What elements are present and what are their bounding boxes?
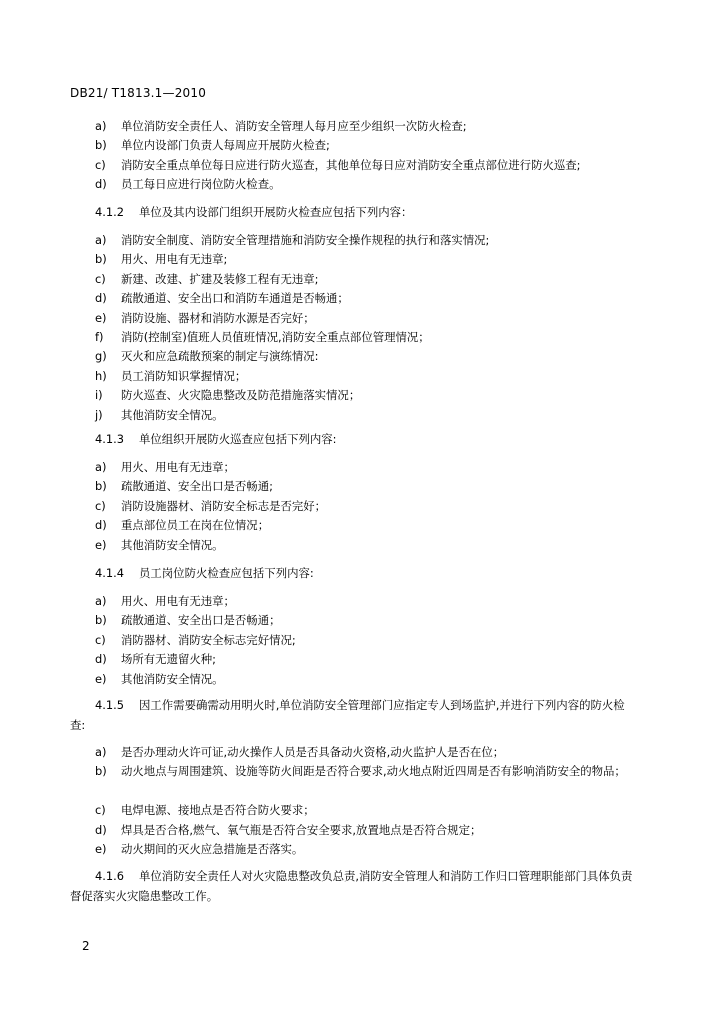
list-item-text: 用火、用电有无违章; [121, 252, 228, 267]
list-item-text: 场所有无遗留火种; [121, 652, 216, 667]
list-item [0, 367, 724, 386]
list-marker: d) [95, 652, 107, 667]
list-marker: a) [95, 745, 107, 759]
list-item [0, 516, 724, 535]
list-item-text: 消防安全重点单位每日应进行防火巡查，其他单位每日应对消防安全重点部位进行防火巡查; [121, 157, 581, 172]
clause-number: 4.1.2 [95, 205, 124, 219]
list-marker: e) [95, 841, 107, 856]
list-item-text: 消防器材、消防安全标志完好情况; [121, 632, 296, 647]
list-marker: c) [95, 498, 106, 513]
list-item [0, 386, 724, 405]
list-item-text: 其他消防安全情况。 [121, 407, 224, 422]
list-item [0, 250, 724, 269]
list-item [0, 406, 724, 425]
list-item-text: 重点部位员工在岗在位情况； [121, 518, 270, 533]
list-item-text: 焊具是否合格,燃气、氧气瓶是否符合安全要求,放置地点是否符合规定； [121, 822, 482, 837]
page-number: 2 [82, 939, 90, 953]
list-marker: a) [95, 460, 107, 474]
list-item [0, 117, 724, 136]
list-item [0, 497, 724, 516]
list-marker: h) [95, 368, 107, 383]
list-marker: d) [95, 822, 107, 837]
list-item-text: 是否办理动火许可证,动火操作人员是否具备动火资格,动火监护人是否在位； [121, 745, 505, 759]
list-item [0, 309, 724, 328]
clause-4-1-3 [95, 430, 336, 449]
list-item [0, 801, 724, 820]
list-marker: j) [95, 407, 103, 422]
list-marker: c) [95, 803, 106, 818]
list-item [0, 611, 724, 630]
list-item [0, 631, 724, 650]
list-item-text: 用火、用电有无违章； [121, 460, 235, 474]
list-item [0, 136, 724, 155]
list-marker: b) [95, 764, 107, 779]
list-item-text: 消防设施、器材和消防水源是否完好； [121, 310, 315, 325]
list-marker: g) [95, 349, 107, 364]
list-marker: c) [95, 271, 106, 286]
list-marker: d) [95, 177, 107, 192]
list-item [0, 477, 724, 496]
clause-text: 单位消防安全责任人对火灾隐患整改负总责,消防安全管理人和消防工作归口管理职能部门具体负责督促落实火灾隐患整改工作。 [70, 869, 633, 903]
clause-4-1-5 [70, 695, 636, 735]
clause-text: 单位组织开展防火巡查应包括下列内容: [139, 432, 337, 446]
list-item [0, 347, 724, 366]
list-item-text: 疏散通道、安全出口是否畅通; [121, 479, 273, 494]
list-item-text: 疏散通道、安全出口是否畅通； [121, 613, 281, 628]
list-item [0, 156, 724, 175]
list-marker: i) [95, 388, 103, 403]
list-item [0, 536, 724, 555]
list-item-text: 消防安全制度、消防安全管理措施和消防安全操作规程的执行和落实情况; [121, 233, 490, 247]
list-marker: b) [95, 138, 107, 153]
list-marker: e) [95, 671, 107, 686]
post-inspection-list [0, 592, 724, 689]
list-item [0, 821, 724, 840]
list-item [0, 270, 724, 289]
list-item-text: 其他消防安全情况。 [121, 671, 224, 686]
list-marker: b) [95, 613, 107, 628]
list-item-text: 动火地点与周围建筑、设施等防火间距是否符合要求,动火地点附近四周是否有影响消防安全的物品； [121, 764, 626, 779]
list-marker: d) [95, 518, 107, 533]
list-marker: a) [95, 594, 107, 608]
list-item-text: 动火期间的灭火应急措施是否落实。 [121, 841, 304, 856]
hot-work-inspection-list [0, 743, 724, 859]
list-item-text: 用火、用电有无违章； [121, 594, 235, 608]
list-item [0, 650, 724, 669]
list-item [0, 175, 724, 194]
list-item-text: 新建、改建、扩建及装修工程有无违章; [121, 271, 319, 286]
clause-text: 员工岗位防火检查应包括下列内容: [139, 566, 314, 580]
clause-number: 4.1.6 [95, 869, 124, 883]
document-code-header: DB21/ T1813.1—2010 [70, 86, 207, 100]
list-item-text: 员工每日应进行岗位防火检查。 [121, 177, 281, 192]
list-item-text: 消防(控制室)值班人员值班情况,消防安全重点部位管理情况； [121, 329, 430, 344]
list-item-text: 电焊电源、接地点是否符合防火要求； [121, 803, 315, 818]
clause-text: 因工作需要确需动用明火时,单位消防安全管理部门应指定专人到场监护,并进行下列内容的防火检查: [70, 698, 625, 732]
list-marker: c) [95, 157, 106, 172]
list-item-text: 防火巡查、火灾隐患整改及防范措施落实情况； [121, 388, 361, 403]
inspection-content-list [0, 231, 724, 425]
list-item [0, 840, 724, 859]
list-item-text: 其他消防安全情况。 [121, 537, 224, 552]
list-marker: e) [95, 310, 107, 325]
list-item-text: 员工消防知识掌握情况； [121, 368, 247, 383]
list-item-text: 消防设施器材、消防安全标志是否完好； [121, 498, 327, 513]
list-marker: f) [95, 329, 104, 344]
list-marker: b) [95, 252, 107, 267]
list-item-text: 疏散通道、安全出口和消防车通道是否畅通； [121, 291, 349, 306]
clause-4-1-4 [95, 564, 314, 583]
list-item [0, 231, 724, 250]
clause-number: 4.1.4 [95, 566, 124, 580]
clause-4-1-2 [95, 203, 412, 222]
list-marker: a) [95, 119, 107, 133]
list-item-text: 单位消防安全责任人、消防安全管理人每月应至少组织一次防火检查; [121, 119, 467, 133]
clause-text: 单位及其内设部门组织开展防火检查应包括下列内容： [139, 205, 413, 219]
list-item [0, 592, 724, 611]
patrol-content-list [0, 458, 724, 555]
list-item [0, 762, 724, 801]
list-marker: a) [95, 233, 107, 247]
list-marker: c) [95, 632, 106, 647]
list-item [0, 289, 724, 308]
list-item [0, 670, 724, 689]
list-marker: e) [95, 537, 107, 552]
list-item [0, 328, 724, 347]
list-item-text: 单位内设部门负责人每周应开展防火检查; [121, 138, 330, 153]
list-marker: b) [95, 479, 107, 494]
list-item [0, 458, 724, 477]
list-item [0, 743, 724, 762]
list-item-text: 灭火和应急疏散预案的制定与演练情况: [121, 349, 319, 364]
list-marker: d) [95, 291, 107, 306]
inspection-frequency-list [0, 117, 724, 195]
clause-number: 4.1.3 [95, 432, 124, 446]
clause-4-1-6 [70, 866, 636, 906]
clause-number: 4.1.5 [95, 698, 124, 712]
